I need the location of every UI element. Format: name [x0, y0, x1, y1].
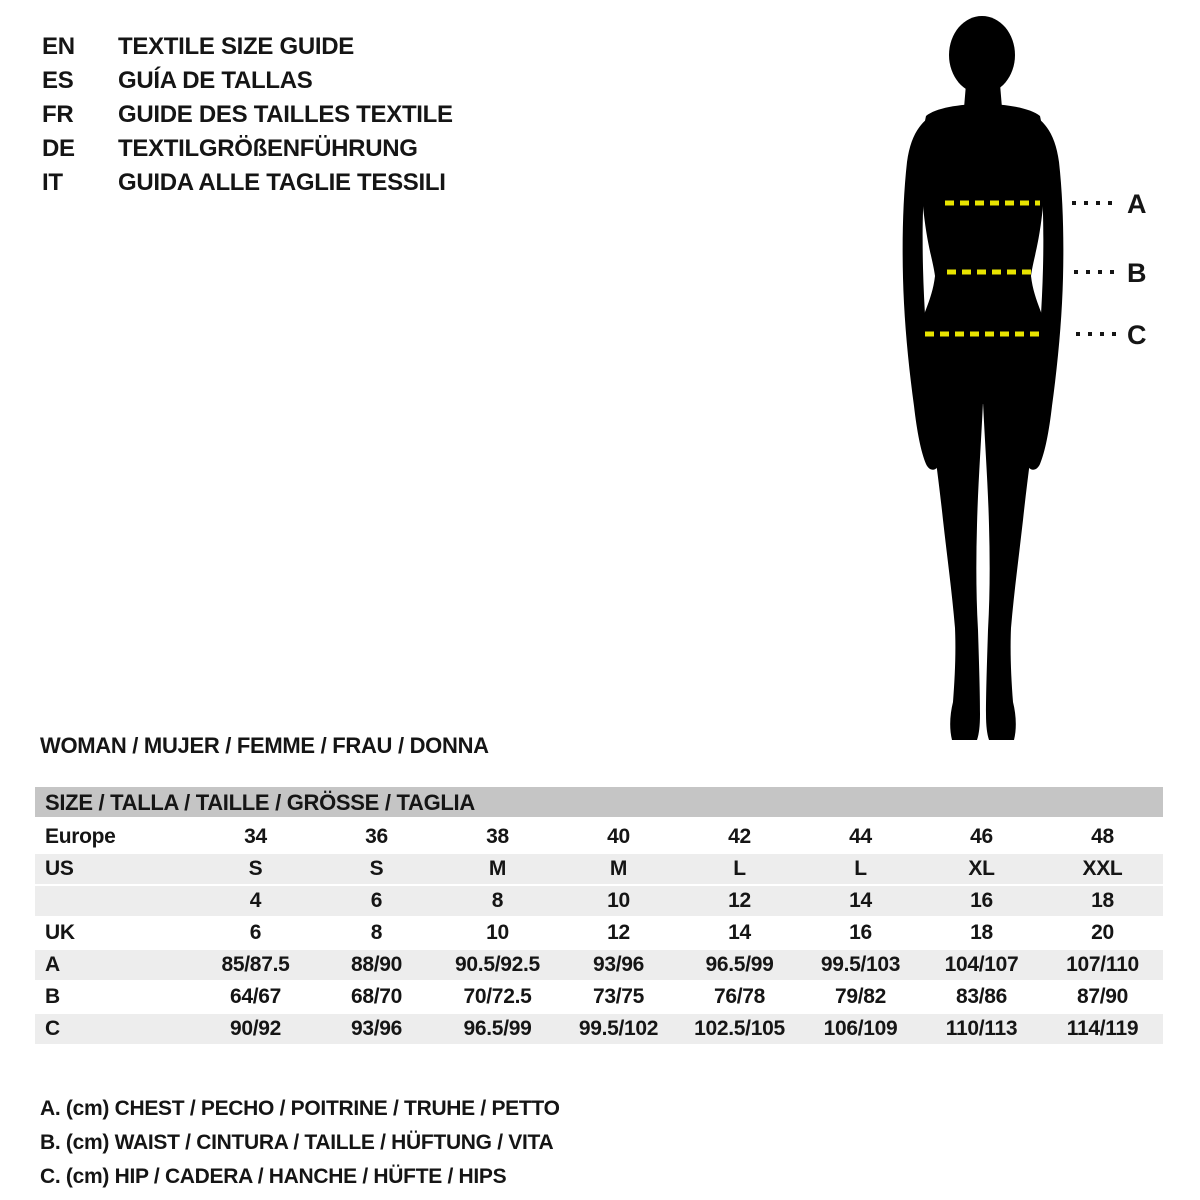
language-title: GUIDA ALLE TAGLIE TESSILI — [118, 169, 446, 196]
section-title: WOMAN / MUJER / FEMME / FRAU / DONNA — [40, 733, 489, 758]
language-title: GUÍA DE TALLAS — [118, 67, 313, 94]
table-cell: M — [609, 857, 628, 880]
language-row-en — [42, 30, 453, 64]
table-cell: 96.5/99 — [705, 953, 774, 976]
table-cell: 48 — [1091, 825, 1114, 848]
table-cell: 68/70 — [350, 985, 403, 1008]
table-cell: 12 — [728, 889, 751, 912]
size-table — [35, 787, 1163, 1046]
table-cell: 107/110 — [1066, 953, 1139, 976]
table-cell: 4 — [249, 889, 262, 912]
language-title: TEXTILGRÖßENFÜHRUNG — [118, 135, 418, 162]
table-cell: 104/107 — [944, 953, 1019, 976]
measurement-figure — [860, 0, 1200, 760]
table-cell: 85/87.5 — [221, 953, 290, 976]
table-cell: 106/109 — [823, 1017, 898, 1040]
table-cell: 90/92 — [229, 1017, 282, 1040]
table-row-hip — [35, 1014, 1163, 1046]
table-cell: 16 — [849, 921, 872, 944]
table-cell: 102.5/105 — [694, 1017, 785, 1040]
table-cell: 10 — [607, 889, 630, 912]
language-title: TEXTILE SIZE GUIDE — [118, 33, 354, 60]
table-cell: 38 — [486, 825, 509, 848]
table-cell: 14 — [728, 921, 751, 944]
table-cell: 79/82 — [834, 985, 887, 1008]
table-row-waist — [35, 982, 1163, 1014]
language-row-es — [42, 64, 453, 98]
table-cell: 88/90 — [350, 953, 403, 976]
table-row-europe — [35, 822, 1163, 854]
table-cell: 20 — [1091, 921, 1114, 944]
table-cell: 18 — [1091, 889, 1114, 912]
table-cell: 93/96 — [350, 1017, 403, 1040]
table-cell: 64/67 — [229, 985, 282, 1008]
legend-waist: B. (cm) WAIST / CINTURA / TAILLE / HÜFTUNG / VITA — [40, 1131, 554, 1154]
language-code: DE — [42, 135, 75, 162]
table-cell: XL — [968, 857, 995, 880]
language-code: ES — [42, 67, 74, 94]
language-row-it — [42, 166, 453, 200]
table-cell: 44 — [849, 825, 872, 848]
table-cell: 76/78 — [713, 985, 766, 1008]
table-header: SIZE / TALLA / TAILLE / GRÖSSE / TAGLIA — [35, 787, 1163, 817]
table-cell: S — [369, 857, 384, 880]
table-cell: 18 — [970, 921, 993, 944]
measure-label-b: B — [1127, 258, 1147, 288]
legend-chest: A. (cm) CHEST / PECHO / POITRINE / TRUHE / PETTO — [40, 1097, 560, 1120]
language-code: IT — [42, 169, 63, 196]
language-title-list — [42, 30, 453, 200]
language-row-de — [42, 132, 453, 166]
table-cell: M — [488, 857, 507, 880]
table-cell: 12 — [607, 921, 630, 944]
table-cell: 8 — [370, 921, 383, 944]
language-row-fr — [42, 98, 453, 132]
language-title: GUIDE DES TAILLES TEXTILE — [118, 101, 453, 128]
woman-silhouette-icon — [903, 16, 1064, 740]
table-row-us — [35, 854, 1163, 886]
table-cell: L — [733, 857, 746, 880]
table-cell: S — [248, 857, 263, 880]
table-cell: 70/72.5 — [463, 985, 532, 1008]
measure-label-c: C — [1127, 320, 1147, 350]
table-cell: 96.5/99 — [463, 1017, 532, 1040]
table-cell: 8 — [491, 889, 504, 912]
table-cell: 99.5/102 — [578, 1017, 659, 1040]
table-cell: 99.5/103 — [820, 953, 901, 976]
row-label: B — [45, 985, 60, 1008]
measure-label-a: A — [1127, 189, 1147, 219]
row-label: UK — [45, 921, 75, 944]
table-cell: 87/90 — [1076, 985, 1129, 1008]
row-label: Europe — [45, 825, 116, 848]
table-cell: 46 — [970, 825, 993, 848]
row-label: C — [45, 1017, 60, 1040]
language-code: FR — [42, 101, 74, 128]
table-cell: 114/119 — [1066, 1017, 1139, 1040]
table-cell: L — [854, 857, 867, 880]
table-cell: 16 — [970, 889, 993, 912]
row-label: US — [45, 857, 74, 880]
table-cell: 10 — [486, 921, 509, 944]
table-cell: 110/113 — [945, 1017, 1018, 1040]
language-code: EN — [42, 33, 75, 60]
table-row-us-numeric — [35, 886, 1163, 918]
table-cell: 6 — [249, 921, 262, 944]
row-label: A — [45, 953, 60, 976]
table-cell: 73/75 — [592, 985, 645, 1008]
table-cell: 90.5/92.5 — [455, 953, 540, 976]
measurement-legend — [40, 1092, 560, 1194]
legend-hip: C. (cm) HIP / CADERA / HANCHE / HÜFTE / HIPS — [40, 1165, 507, 1188]
table-cell: 14 — [849, 889, 872, 912]
table-cell: 83/86 — [955, 985, 1008, 1008]
table-cell: 42 — [728, 825, 751, 848]
table-cell: 93/96 — [592, 953, 645, 976]
table-row-uk — [35, 918, 1163, 950]
table-cell: 34 — [244, 825, 267, 848]
table-cell: 36 — [365, 825, 388, 848]
table-cell: 40 — [607, 825, 630, 848]
table-cell: 6 — [370, 889, 383, 912]
table-cell: XXL — [1082, 857, 1123, 880]
table-row-chest — [35, 950, 1163, 982]
row-label — [35, 886, 195, 916]
